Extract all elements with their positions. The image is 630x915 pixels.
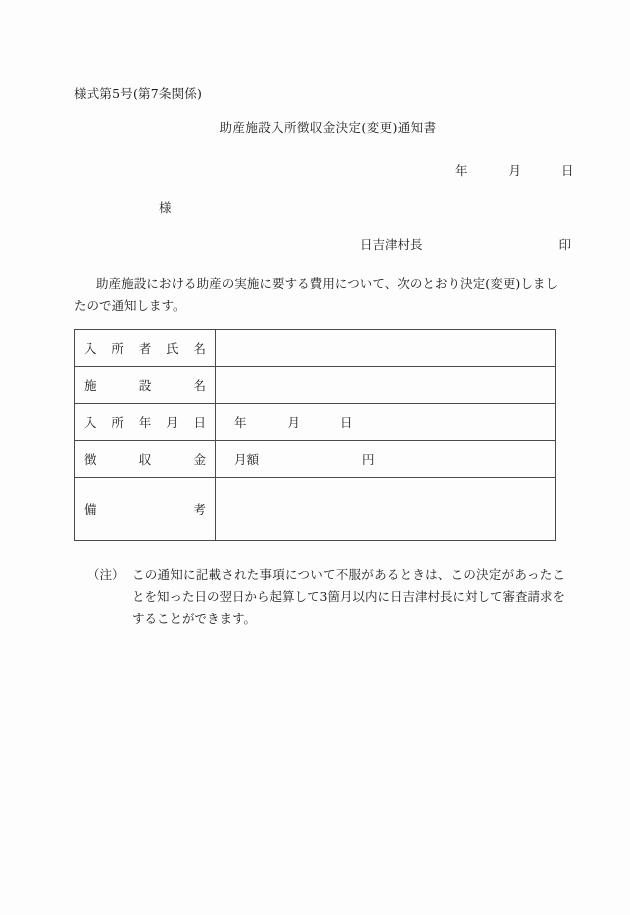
label-char: 備: [84, 502, 97, 517]
body-paragraph: 助産施設における助産の実施に要する費用について、次のとおり決定(変更)しましたので通知します。: [74, 276, 558, 313]
footnote-text: この通知に記載された事項について不服があるときは、この決定があったことを知った日の翌日から起算して3箇月以内に日吉津村長に対して審査請求をすることができます。: [132, 567, 565, 626]
admission-date-month-label: 月: [287, 415, 300, 430]
label-char: 月: [166, 415, 179, 430]
label-char: 者: [138, 341, 152, 356]
label-char: 施: [84, 378, 97, 393]
currency-label: 円: [361, 452, 375, 467]
row-label-facility-name: [75, 367, 216, 404]
issuer-name: 日吉津村長: [360, 237, 423, 252]
recipient-honorific: 様: [159, 200, 172, 215]
issuer-line: [360, 235, 571, 253]
table-row-collection-amount: [75, 441, 556, 478]
label-char: 所: [111, 341, 124, 356]
table-row-admittee-name: [75, 330, 556, 367]
admission-date-day-label: 日: [339, 415, 353, 430]
label-chars: [84, 413, 206, 431]
label-char: 設: [138, 378, 152, 393]
table-row-remarks: [75, 478, 556, 541]
label-char: 入: [84, 341, 97, 356]
table-row-facility-name: [75, 367, 556, 404]
document-title: 助産施設入所徴収金決定(変更)通知書: [219, 120, 437, 135]
form-number: 様式第5号(第7条関係): [74, 86, 203, 101]
label-char: 年: [138, 415, 152, 430]
label-char: 氏: [166, 341, 179, 356]
label-char: 徴: [84, 452, 97, 467]
table-row-admission-date: [75, 404, 556, 441]
label-chars: [84, 376, 206, 394]
row-value-admission-date[interactable]: [216, 404, 556, 441]
label-chars: [84, 500, 206, 518]
row-value-remarks[interactable]: [216, 478, 556, 541]
label-char: 名: [193, 341, 206, 356]
label-char: 考: [193, 502, 206, 517]
label-char: 入: [84, 415, 97, 430]
admission-date-year-label: 年: [234, 415, 247, 430]
decision-form-table: [74, 329, 556, 541]
issue-date-line: [455, 161, 573, 179]
label-char: 名: [193, 378, 206, 393]
label-char: 金: [193, 452, 206, 467]
row-value-collection-amount[interactable]: [216, 441, 556, 478]
issue-date-day-label: 日: [560, 163, 574, 178]
row-label-remarks: [75, 478, 216, 541]
label-char: 日: [193, 415, 206, 430]
issue-date-month-label: 月: [508, 163, 521, 178]
row-value-facility-name[interactable]: [216, 367, 556, 404]
label-char: 所: [111, 415, 124, 430]
footnote-marker: （注）: [87, 567, 125, 582]
label-chars: [84, 450, 206, 468]
label-char: 収: [138, 452, 152, 467]
row-label-admission-date: [75, 404, 216, 441]
label-chars: [84, 339, 206, 357]
issue-date-year-label: 年: [455, 163, 468, 178]
row-label-admittee-name: [75, 330, 216, 367]
footnote: [87, 564, 565, 630]
row-label-collection-amount: [75, 441, 216, 478]
row-value-admittee-name[interactable]: [216, 330, 556, 367]
seal-mark: 印: [558, 237, 572, 252]
monthly-amount-label: 月額: [234, 452, 260, 467]
